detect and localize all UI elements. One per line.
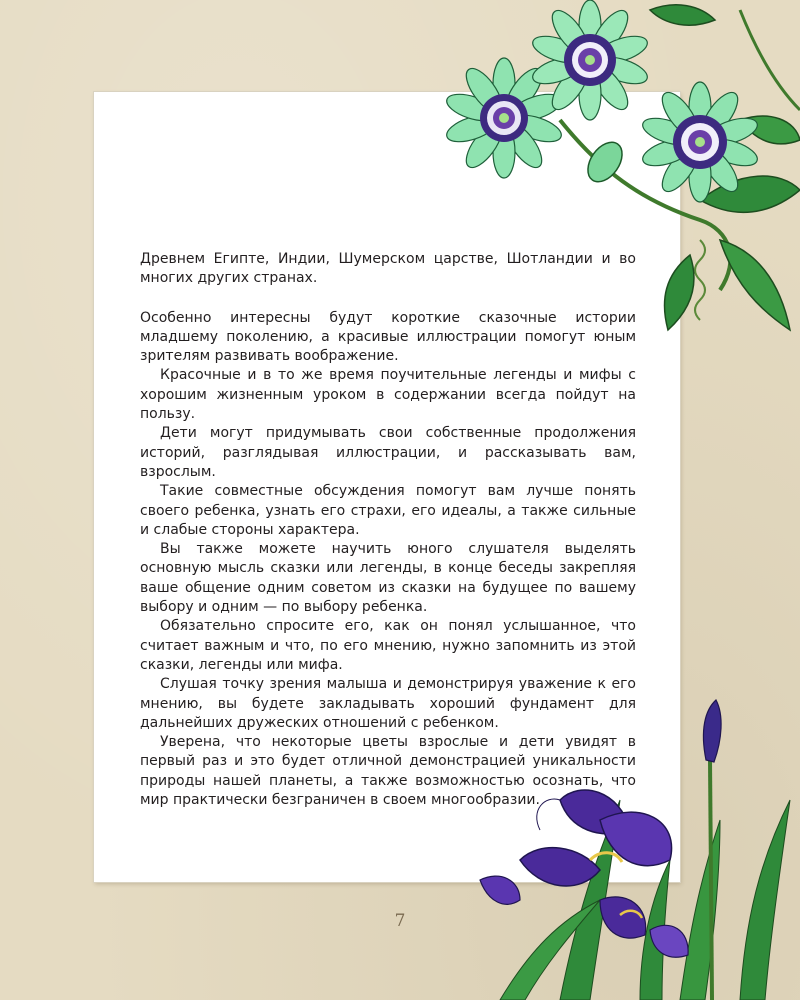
- paragraph-7: Обязательно спросите его, как он понял услышанное, что считает важным и что, по его мнению, нужно запомнить из этой сказки, легенды или мифа.: [140, 618, 636, 673]
- page-number: 7: [394, 911, 406, 931]
- paragraph-4: Дети могут придумывать свои собственные продолжения историй, разглядывая иллюстрации, и рассказывать вам, взрослым.: [140, 425, 636, 480]
- paragraph-3: Красочные и в то же время поучительные легенды и мифы с хорошим жизненным уроком в содержании всегда пойдут на пользу.: [140, 367, 636, 423]
- paragraph-9: Уверена, что некоторые цветы взрослые и дети увидят в первый раз и это будет отличной демонстрацией уникальности природы нашей планеты, а также возможностью осознать, что мир практически безграничен в своем многообразии.: [140, 734, 636, 809]
- passion-flower-illustration: [420, 0, 800, 350]
- paragraph-5: Такие совместные обсуждения помогут вам лучше понять своего ребенка, узнать его страхи, его идеалы, а также сильные и слабые стороны характера.: [140, 483, 636, 538]
- paragraph-8: Слушая точку зрения малыша и демонстрируя уважение к его мнению, вы будете закладывать хороший фундамент для дальнейших дружеских отношений с ребенком.: [140, 676, 636, 731]
- paragraph-6: Вы также можете научить юного слушателя выделять основную мысль сказки или легенды, в конце беседы закрепляя ваше общение одним советом из сказки на будущее по вашему выбору и одним — по выбору ребенка.: [140, 541, 636, 616]
- iris-illustration: [470, 690, 800, 1000]
- paragraph-2: Особенно интересны будут короткие сказочные истории младшему поколению, а красивые иллюстрации помогут юным зрителям развивать воображение.: [140, 309, 636, 365]
- paragraph-1: Древнем Египте, Индии, Шумерском царстве, Шотландии и во многих других странах.: [140, 251, 636, 287]
